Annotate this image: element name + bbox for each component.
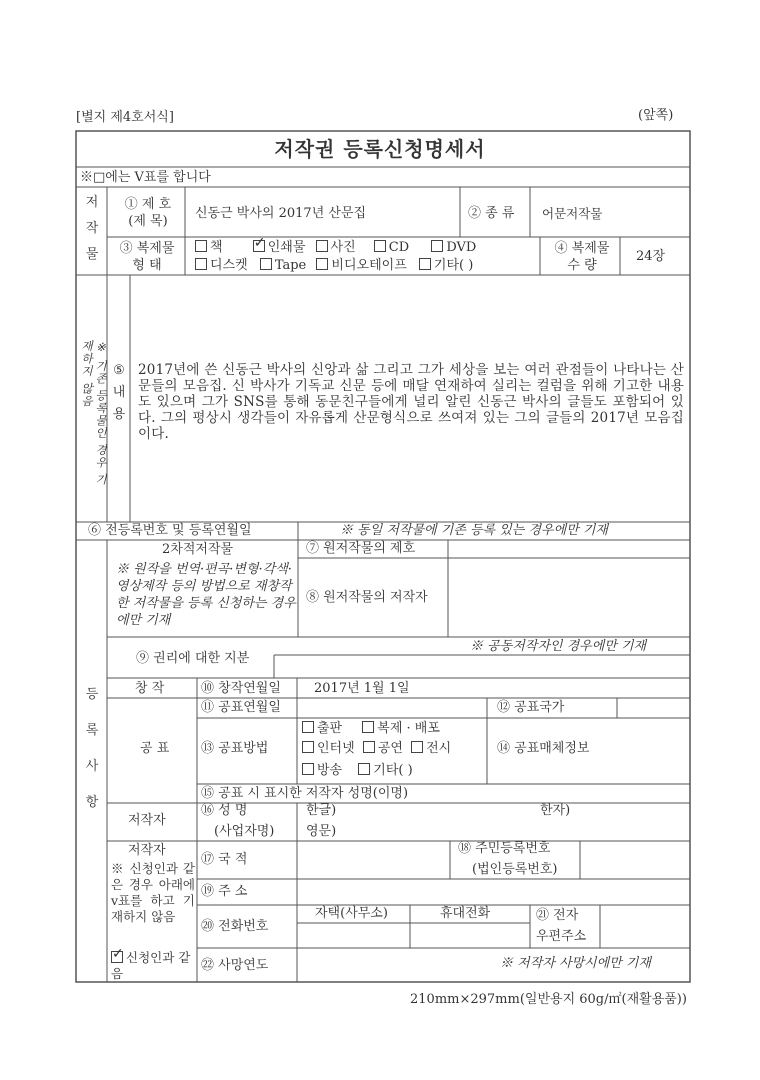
pub-name-label: ⑮ 공표 시 표시한 저작자 성명(이명) (201, 786, 409, 801)
checkbox-videotape[interactable]: 비디오테이프 (316, 258, 406, 273)
resident-no-label: ⑱ 주민등록번호 (458, 841, 551, 856)
checkbox-dvd[interactable]: DVD (431, 240, 476, 255)
address-label: ⑲ 주 소 (201, 884, 248, 899)
phone-label: ⑳ 전화번호 (201, 919, 269, 934)
home-phone-label: 자택(사무소) (315, 906, 388, 921)
pub-date-label: ⑪ 공표연월일 (201, 700, 281, 715)
work-section-label: 저 작 물 (85, 195, 99, 262)
death-year-label: ㉒ 사망연도 (201, 958, 269, 973)
page-side: (앞쪽) (638, 108, 674, 123)
author2-label: 저작자 (128, 843, 166, 858)
registration-section-label: 등 록 사 항 (85, 687, 99, 810)
form-title: 저작권 등록신청명세서 (274, 137, 486, 161)
pub-method-label: ⑬ 공표방법 (201, 741, 269, 756)
author2-note: ※ 신청인과 같은 경우 아래에 v표를 하고 기재하지 않음 (111, 861, 195, 924)
business-name-label: (사업자명) (214, 824, 275, 839)
checkbox-instruction: ※□에는 V표를 합니다 (80, 170, 211, 185)
content-text[interactable]: 2017년에 쓴 신동근 박사의 신앙과 삶 그리고 그가 세상을 보는 여러 관점들이 나타나는 산문들의 모음집. 신 박사가 기독교 신문 등에 매달 연재하여 실리는 컬럼을 위해 기고한 내용도 있으며 그가 SNS를 통해 동문친구들에게 널리 알린 신동근 박사의 글들도 포함되어 있다. 그의 평상시 생각들이 자유롭게 산문형식으로 쓰여져 있는 그의 글들의 2017년 모음집이다. (138, 362, 684, 442)
checkbox-cd[interactable]: CD (374, 240, 409, 255)
derivative-note: ※ 원작을 번역·편곡·변형·각색·영상제작 등의 방법으로 재창작한 저작물을 등록 신청하는 경우에만 기재 (116, 562, 296, 628)
checkbox-performance[interactable]: 공연 (363, 741, 403, 756)
work-title-label: ① 제 호 (제 목) (124, 197, 172, 229)
work-title-value[interactable]: 신동근 박사의 2017년 산문집 (195, 206, 367, 221)
orig-author-label: ⑧ 원저작물의 저작자 (306, 590, 428, 605)
content-label: ⑤ 내 용 (112, 363, 126, 422)
paper-spec: 210mm×297mm(일반용지 60g/㎡(재활용품)) (410, 992, 687, 1007)
checkbox-tape[interactable]: Tape (260, 258, 306, 273)
checkbox-broadcast[interactable]: 방송 (302, 763, 342, 778)
creation-label: 창 작 (135, 681, 165, 696)
copy-qty-label: ④ 복제물 수 량 (554, 241, 610, 273)
checkbox-publish[interactable]: 출판 (302, 721, 342, 736)
derivative-title: 2차적저작물 (162, 542, 234, 557)
corporate-no-label: (법인등록번호) (472, 862, 558, 877)
joint-note: ※ 공동저작자인 경우에만 기재 (470, 639, 647, 654)
author-label: 저작자 (128, 813, 166, 828)
creation-date-value[interactable]: 2017년 1월 1일 (314, 681, 410, 696)
creation-date-label: ⑩ 창작연월일 (201, 681, 281, 696)
checkbox-book[interactable]: 책 (195, 240, 223, 255)
form-number: [별지 제4호서식] (76, 110, 174, 125)
checkbox-internet[interactable]: 인터넷 (302, 741, 355, 756)
copy-form-row-2 (195, 258, 473, 274)
death-note: ※ 저작자 사망시에만 기재 (500, 956, 651, 971)
name-english[interactable]: 영문) (306, 824, 337, 839)
name-label: ⑯ 성 명 (201, 803, 248, 818)
pub-method-row-1 (302, 721, 440, 737)
prev-reg-note: ※ 동일 저작물에 기존 등록 있는 경우에만 기재 (340, 523, 608, 538)
pub-country-label: ⑫ 공표국가 (497, 700, 565, 715)
work-kind-label: ② 종 류 (468, 206, 515, 221)
name-korean[interactable]: 한글) (306, 803, 337, 818)
email-label: ㉑ 전자 (536, 908, 579, 923)
checkbox-pub-other[interactable]: 기타( ) (358, 763, 412, 778)
content-side-note: ※ 기존 등록물인 경우 기재하지 않음 (80, 340, 108, 487)
checkbox-exhibition[interactable]: 전시 (411, 741, 451, 756)
email-label-2: 우편주소 (536, 929, 587, 944)
prev-reg-label: ⑥ 전등록번호 및 등록연월일 (88, 523, 252, 538)
checkbox-copy-distribute[interactable]: 복제 · 배포 (362, 721, 440, 736)
orig-title-label: ⑦ 원저작물의 제호 (306, 541, 416, 556)
nationality-label: ⑰ 국 적 (201, 852, 248, 867)
copy-form-row-1 (195, 240, 476, 256)
pub-method-row-3 (302, 763, 413, 779)
pub-method-row-2 (302, 741, 451, 757)
checkbox-diskette[interactable]: 디스켓 (195, 258, 248, 273)
name-hanja[interactable]: 한자) (540, 803, 571, 818)
checkbox-printed[interactable]: ✓ 인쇄물 (253, 240, 306, 255)
pub-media-label: ⑭ 공표매체정보 (497, 741, 590, 756)
share-label: ⑨ 권리에 대한 지분 (136, 651, 250, 666)
copy-qty-value[interactable]: 24장 (636, 249, 666, 264)
copy-form-label: ③ 복제물 형 태 (119, 241, 175, 273)
mobile-phone-label: 휴대전화 (440, 906, 491, 921)
work-kind-value[interactable]: 어문저작물 (542, 206, 603, 221)
checkbox-other[interactable]: 기타( ) (419, 258, 473, 273)
checkbox-photo[interactable]: 사진 (316, 240, 356, 255)
publication-label: 공 표 (140, 741, 170, 756)
same-as-applicant[interactable]: ✓신청인과 같음 (111, 950, 195, 982)
